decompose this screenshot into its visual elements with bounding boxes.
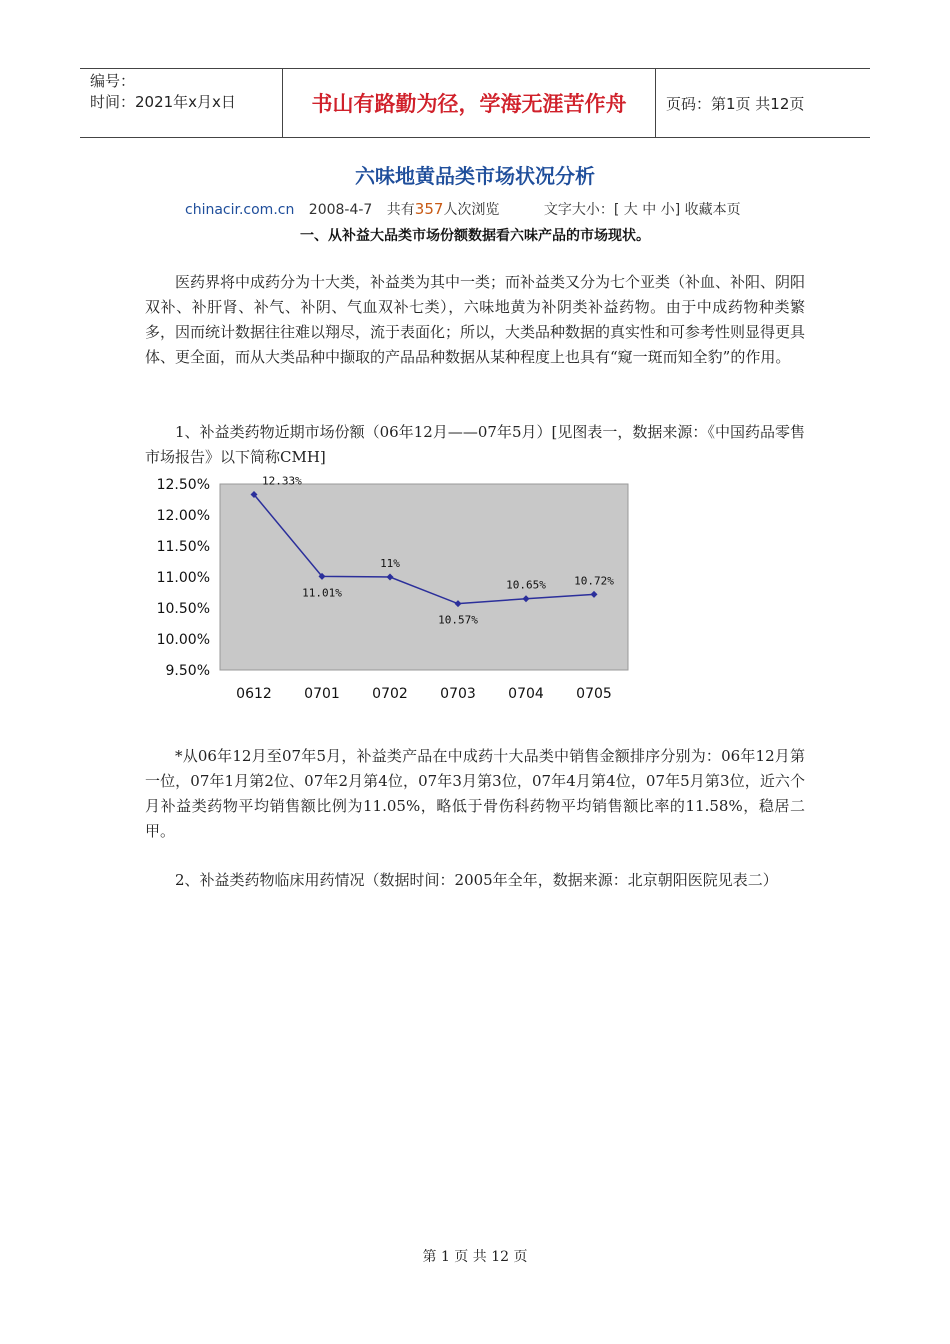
x-tick-label: 0705 [576,686,612,702]
section-title: 一、从补益大品类市场份额数据看六味产品的市场现状。 [300,228,650,244]
x-tick-label: 0701 [304,686,340,702]
market-share-line-chart [140,470,640,710]
font-size-control[interactable]: 文字大小：[ 大 中 小] [543,202,681,218]
x-tick-label: 0612 [236,686,272,702]
y-tick-label: 10.50% [156,601,210,617]
x-tick-label: 0704 [508,686,544,702]
views-suffix: 人次浏览 [443,202,500,218]
page-label: 页码：第1页 共12页 [666,94,805,113]
bookmark-link[interactable]: 收藏本页 [684,202,741,218]
views-prefix: 共有 [386,202,415,218]
x-tick-label: 0702 [372,686,408,702]
page-footer: 第 1 页 共 12 页 [422,1249,528,1265]
y-tick-label: 11.50% [156,539,210,555]
x-tick-label: 0703 [440,686,476,702]
data-label: 12.33% [262,474,302,488]
header-left-cell [80,69,282,137]
view-count: 357 [414,200,444,218]
publish-date: 2008-4-7 [308,202,373,218]
y-tick-label: 10.00% [156,632,210,648]
paragraph-1: 医药界将中成药分为十大类，补益类为其中一类；而补益类又分为七个亚类（补血、补阳、阴阳双补、补肝肾、补气、补阴、气血双补七类），六味地黄为补阴类补益药物。由于中成药物种类繁多，因而统计数据往往难以翔尽，流于表面化；所以，大类品种数据的真实性和可参考性则显得更具体、更全面，而从大类品种中撷取的产品品种数据从某种程度上也具有“窥一斑而知全豹”的作用。 [145,273,806,366]
data-label: 11.01% [302,586,342,600]
y-tick-label: 11.00% [156,570,210,586]
article-meta [185,199,741,219]
article-title: 六味地黄品类市场状况分析 [355,164,595,188]
paragraph-4: 2、补益类药物临床用药情况（数据时间：2005年全年，数据来源：北京朝阳医院见表二） [175,871,778,889]
number-label: 编号： [90,72,136,90]
data-label: 10.72% [574,574,614,588]
data-label: 11% [380,557,400,570]
y-tick-label: 12.00% [156,508,210,524]
data-label: 10.65% [506,578,546,592]
y-tick-label: 9.50% [165,663,210,679]
paragraph-3: *从06年12月至07年5月，补益类产品在中成药十大品类中销售金额排序分别为：06年12月第一位，07年1月第2位、07年2月第4位，07年3月第3位，07年4月第4位，07年5月第3位，近六个月补益类药物平均销售额比例为11.05%，略低于骨伤科药物平均销售额比率的11.58%，稳居二甲。 [145,747,805,840]
data-label: 10.57% [438,613,478,627]
plot-area [220,484,628,670]
motto: 书山有路勤为径，学海无涯苦作舟 [282,69,656,137]
header-table [80,68,870,138]
y-tick-label: 12.50% [156,477,210,493]
paragraph-2: 1、补益类药物近期市场份额（06年12月——07年5月）[见图表一，数据来源：《中国药品零售市场报告》以下简称CMH] [145,423,805,466]
site-link[interactable]: chinacir.com.cn [185,202,295,218]
time-label: 时间：2021年x月x日 [90,93,236,111]
